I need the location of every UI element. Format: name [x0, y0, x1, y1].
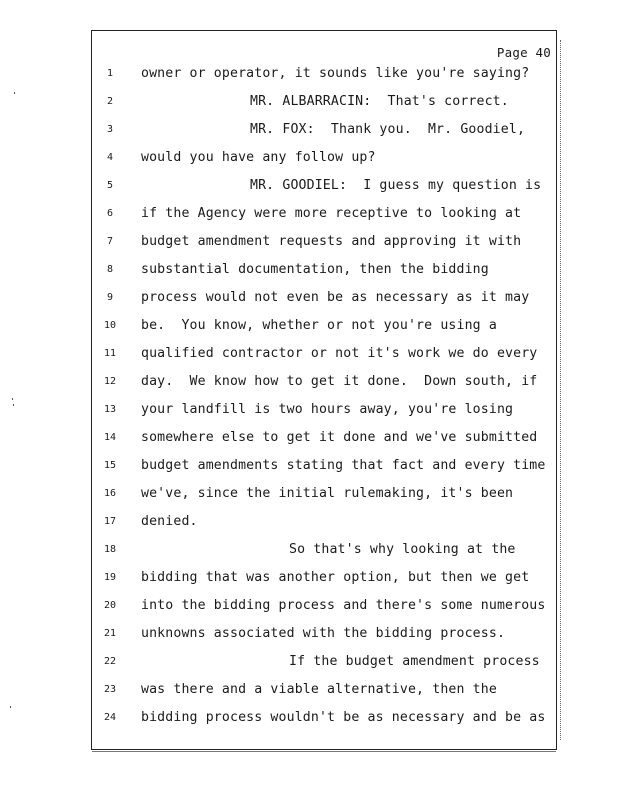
line-text: we've, since the initial rulemaking, it's been	[141, 486, 514, 501]
scan-speck	[10, 706, 11, 708]
line-number: 13	[103, 404, 117, 415]
line-number: 5	[106, 180, 114, 191]
line-text: into the bidding process and there's some numerous	[141, 598, 546, 613]
transcript-line	[92, 458, 556, 486]
line-text: owner or operator, it sounds like you're saying?	[141, 66, 530, 81]
transcript-line	[92, 430, 556, 458]
line-text: If the budget amendment process	[289, 654, 540, 669]
line-number: 21	[103, 628, 117, 639]
line-text: somewhere else to get it done and we've submitted	[141, 430, 538, 445]
line-number: 11	[103, 348, 117, 359]
transcript-line	[92, 262, 556, 290]
transcript-line	[92, 206, 556, 234]
line-text: So that's why looking at the	[289, 542, 516, 557]
line-number: 14	[103, 432, 117, 443]
line-text: process would not even be as necessary as it may	[141, 290, 530, 305]
line-text: would you have any follow up?	[141, 150, 376, 165]
transcript-line	[92, 318, 556, 346]
transcript-line	[92, 66, 556, 94]
line-text: budget amendment requests and approving it with	[141, 234, 522, 249]
transcript-line	[92, 570, 556, 598]
transcript-line	[92, 682, 556, 710]
line-number: 16	[103, 488, 117, 499]
transcript-line	[92, 626, 556, 654]
line-number: 23	[103, 684, 117, 695]
transcript-lines	[92, 66, 556, 738]
transcript-line	[92, 598, 556, 626]
line-number: 17	[103, 516, 117, 527]
transcript-line	[92, 94, 556, 122]
scan-speck	[13, 404, 14, 406]
line-number: 18	[103, 544, 117, 555]
line-text: if the Agency were more receptive to looking at	[141, 206, 522, 221]
line-number: 10	[103, 320, 117, 331]
transcript-line	[92, 234, 556, 262]
line-text: substantial documentation, then the bidding	[141, 262, 489, 277]
line-number: 20	[103, 600, 117, 611]
transcript-line	[92, 346, 556, 374]
line-text: day. We know how to get it done. Down south, if	[141, 374, 538, 389]
line-text: qualified contractor or not it's work we do every	[141, 346, 538, 361]
transcript-line	[92, 374, 556, 402]
transcript-line	[92, 402, 556, 430]
line-text: was there and a viable alternative, then the	[141, 682, 497, 697]
line-number: 1	[106, 68, 114, 79]
transcript-line	[92, 178, 556, 206]
line-number: 3	[106, 124, 114, 135]
line-text: bidding process wouldn't be as necessary and be as	[141, 710, 546, 725]
transcript-line	[92, 710, 556, 738]
line-number: 9	[106, 292, 114, 303]
transcript-line	[92, 122, 556, 150]
line-text: MR. GOODIEL: I guess my question is	[250, 178, 542, 193]
scan-speck	[12, 398, 13, 400]
line-number: 22	[103, 656, 117, 667]
line-number: 24	[103, 712, 117, 723]
scan-edge-mark	[560, 40, 562, 740]
line-number: 8	[106, 264, 114, 275]
transcript-page	[91, 30, 557, 750]
line-number: 6	[106, 208, 114, 219]
transcript-line	[92, 514, 556, 542]
line-text: MR. FOX: Thank you. Mr. Goodiel,	[250, 122, 526, 137]
line-text: denied.	[141, 514, 198, 529]
transcript-line	[92, 486, 556, 514]
line-number: 2	[106, 96, 114, 107]
transcript-line	[92, 150, 556, 178]
line-text: unknowns associated with the bidding process.	[141, 626, 506, 641]
line-text: MR. ALBARRACIN: That's correct.	[250, 94, 509, 109]
line-number: 7	[106, 236, 114, 247]
line-number: 12	[103, 376, 117, 387]
line-text: bidding that was another option, but then we get	[141, 570, 530, 585]
transcript-line	[92, 654, 556, 682]
line-text: be. You know, whether or not you're using a	[141, 318, 497, 333]
page-number: Page 40	[496, 45, 551, 60]
line-text: your landfill is two hours away, you're losing	[141, 402, 514, 417]
line-number: 15	[103, 460, 117, 471]
line-text: budget amendments stating that fact and every time	[141, 458, 546, 473]
line-number: 4	[106, 152, 114, 163]
scan-speck	[14, 92, 15, 94]
transcript-line	[92, 542, 556, 570]
transcript-line	[92, 290, 556, 318]
line-number: 19	[103, 572, 117, 583]
